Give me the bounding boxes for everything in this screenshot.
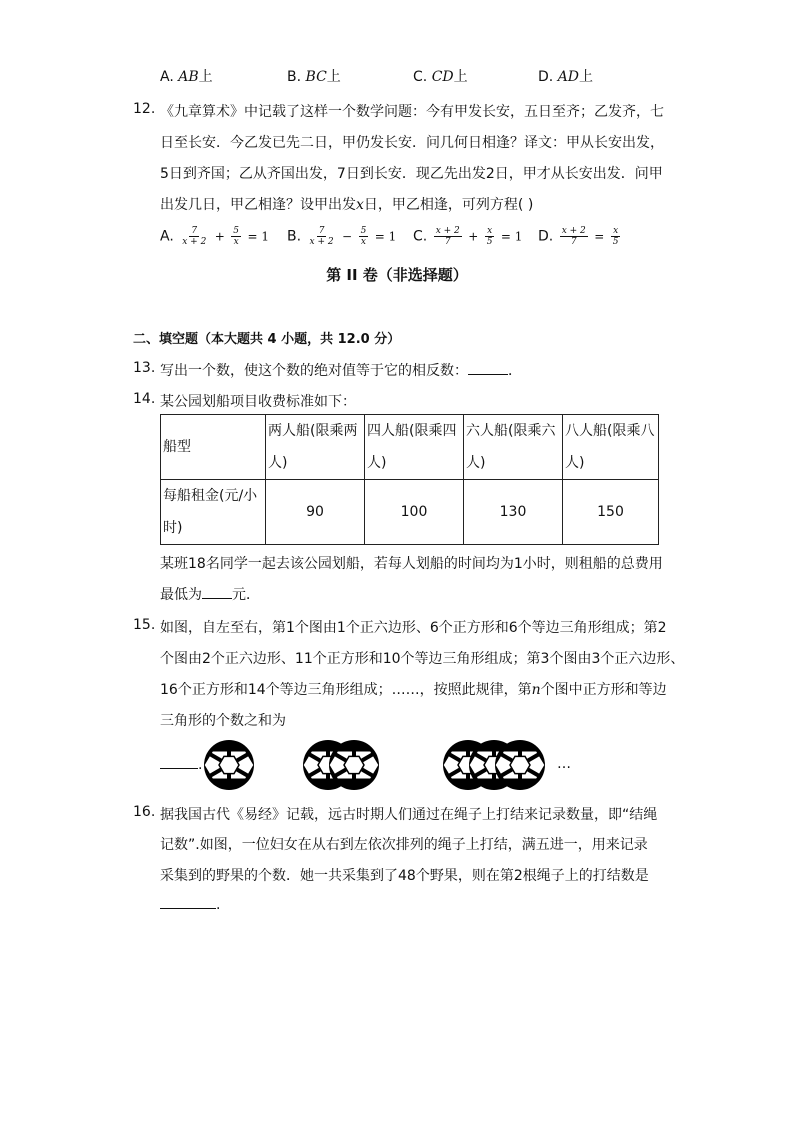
q14-answer-blank (202, 598, 232, 599)
q16-answer-blank (160, 908, 216, 909)
q15-line-3: 16个正方形和14个等边三角形组成；……，按照此规律，第n个图中正方形和等边 (160, 682, 667, 698)
q11-option-d: D. AD上 (538, 69, 594, 85)
q12-number: 12. (133, 101, 156, 117)
q16-line-1: 据我国古代《易经》记载，远古时期人们通过在绳子上打结来记录数量，即“结绳 (160, 807, 658, 823)
q12-line-3: 5日到齐国；乙从齐国出发，7日到长安．现乙先出发2日，甲才从长安出发．问甲 (160, 166, 663, 182)
q11-option-b: B. BC上 (287, 69, 341, 85)
q15-line-4: 三角形的个数之和为 (160, 713, 286, 729)
q12-option-b: B. $\frac{7}{x + 2}$ − $\frac{5}{x}$ = 1 (287, 226, 397, 247)
fill-in-heading: 二、填空题（本大题共 4 小题，共 12.0 分） (133, 332, 401, 347)
q16-number: 16. (133, 804, 156, 820)
pattern-figure-3 (443, 740, 545, 790)
price-cell: 90 (266, 480, 365, 545)
price-cell: 100 (365, 480, 464, 545)
q14-number: 14. (133, 391, 156, 407)
q15-ellipsis: … (557, 756, 571, 772)
pattern-figure-2 (303, 740, 379, 790)
q11-option-a: A. AB上 (160, 69, 213, 85)
q13-number: 13. (133, 360, 156, 376)
q14-after-line-2: 最低为 元． (160, 587, 260, 603)
boat-type-cell: 六人船(限乘六人) (464, 415, 563, 480)
price-cell: 130 (464, 480, 563, 545)
q15-line-1: 如图，自左至右，第1个图由1个正六边形、6个正方形和6个等边三角形组成；第2 (160, 620, 667, 636)
boat-type-cell: 八人船(限乘八人) (563, 415, 659, 480)
q13-answer-blank (468, 374, 508, 375)
fee-table-header-row (161, 415, 659, 480)
q12-option-d: D. $\frac{x + 2}{7}$ = $\frac{x}{5}$ (538, 226, 619, 247)
fee-table (160, 414, 659, 545)
q16-answer-line: . (160, 897, 220, 913)
q16-line-2: 记数”.如图，一位妇女在从右到左依次排列的绳子上打结，满五进一，用来记录 (160, 837, 648, 853)
q15-answer-line: . (160, 757, 202, 773)
boat-type-cell: 两人船(限乘两人) (266, 415, 365, 480)
pattern-figure-1 (204, 740, 254, 790)
q16-line-3: 采集到的野果的个数．她一共采集到了48个野果，则在第2根绳子上的打结数是 (160, 868, 649, 884)
q15-pattern-figures (200, 735, 580, 795)
q12-option-a: A. $\frac{7}{x + 2}$ + $\frac{5}{x}$ = 1 (160, 226, 269, 247)
q14-after-line-1: 某班18名同学一起去该公园划船，若每人划船的时间均为1小时，则租船的总费用 (160, 556, 663, 572)
q12-option-c: C. $\frac{x + 2}{7}$ + $\frac{x}{5}$ = 1 (413, 226, 523, 247)
rent-label: 每船租金(元/小时) (161, 480, 266, 545)
boat-type-cell: 四人船(限乘四人) (365, 415, 464, 480)
q14-intro: 某公园划船项目收费标准如下： (160, 394, 356, 410)
q15-number: 15. (133, 617, 156, 633)
q11-option-c: C. CD上 (413, 69, 468, 85)
q12-line-2: 日至长安．今乙发已先二日，甲仍发长安．问几何日相逢？译文：甲从长安出发， (160, 135, 664, 151)
boat-type-label: 船型 (161, 415, 266, 480)
section-title: 第 II 卷（非选择题） (326, 266, 468, 284)
q15-line-2: 个图由2个正六边形、11个正方形和10个等边三角形组成；第3个图由3个正六边形、 (160, 651, 685, 667)
price-cell: 150 (563, 480, 659, 545)
q13-text: 写出一个数，使这个数的绝对值等于它的相反数： ． (160, 363, 522, 379)
q15-answer-blank (160, 768, 198, 769)
q12-line-1: 《九章算术》中记载了这样一个数学问题：今有甲发长安，五日至齐；乙发齐，七 (160, 104, 664, 120)
q12-line-4: 出发几日，甲乙相逢？设甲出发x日，甲乙相逢，可列方程( ) (160, 197, 534, 213)
fee-table-price-row (161, 480, 659, 545)
